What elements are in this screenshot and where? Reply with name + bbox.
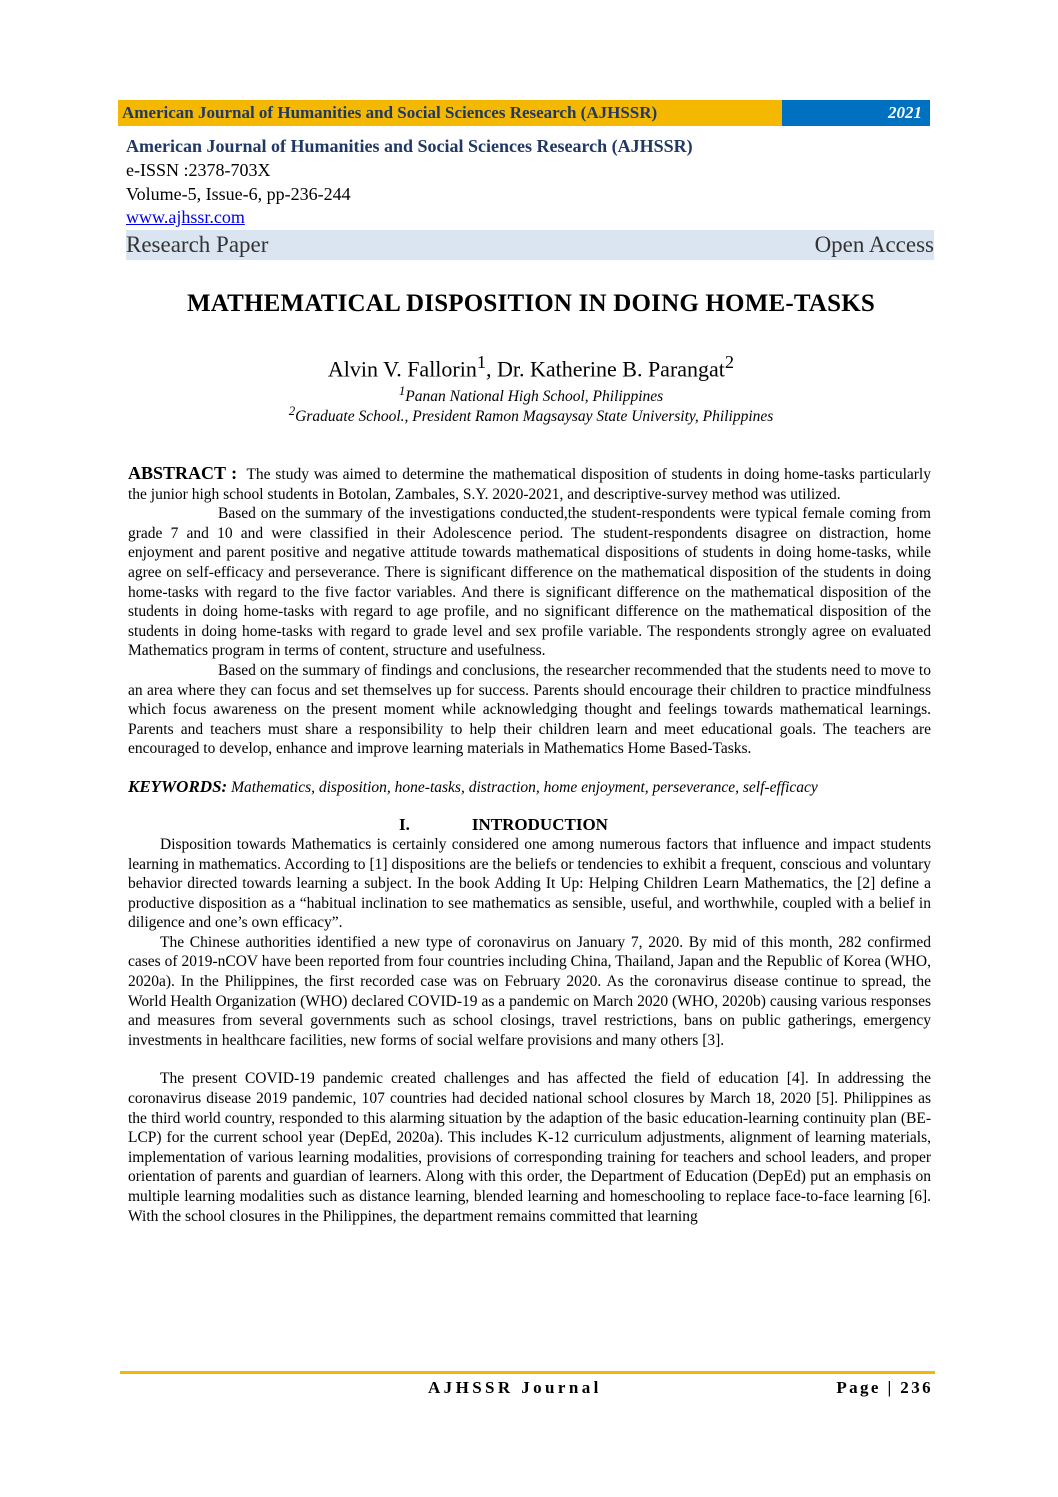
affiliation-2: [120, 403, 942, 426]
author-separator: ,: [486, 356, 498, 382]
section-heading: [128, 815, 931, 835]
journal-volume: Volume-5, Issue-6, pp-236-244: [126, 184, 351, 204]
authors: [120, 352, 942, 382]
paper-title: MATHEMATICAL DISPOSITION IN DOING HOME-TASKS: [186, 290, 876, 317]
journal-issn: e-ISSN :2378-703X: [126, 160, 271, 180]
keywords-label: KEYWORDS:: [128, 776, 228, 796]
abstract-paragraph-1: [128, 464, 931, 504]
keywords-text: Mathematics, disposition, hone-tasks, distraction, home enjoyment, perseverance, self-efficacy: [231, 778, 818, 796]
affiliation-1-mark: 1: [398, 383, 406, 398]
footer-page: [836, 1376, 933, 1400]
author-2-affiliation-mark: 2: [724, 352, 735, 372]
access-type: Open Access: [814, 232, 934, 257]
running-header-year: 2021: [782, 100, 930, 126]
author-2: Dr. Katherine B. Parangat: [497, 356, 725, 382]
journal-website-link[interactable]: www.ajhssr.com: [126, 207, 245, 227]
journal-info: [126, 134, 934, 260]
abstract-paragraph-3: Based on the summary of findings and conclusions, the researcher recommended that the students need to move to an area where they can focus and set themselves up for success. Parents should encourage their children to practice mindfulness which focus awareness on the present moment while acknowledging thought and feelings towards mathematical learnings. Parents and teachers must share a responsibility to help their children learn and meet educational goals. The teachers are encouraged to develop, enhance and improve learning materials in Mathematics Home Based-Tasks.: [128, 661, 931, 758]
paper-type: Research Paper: [126, 232, 269, 257]
affiliation-2-mark: 2: [288, 403, 296, 418]
affiliation-1-text: Panan National High School, Philippines: [405, 388, 664, 406]
section-title: INTRODUCTION: [471, 814, 608, 834]
keywords: [128, 777, 931, 798]
abstract-paragraph-2: Based on the summary of the investigations conducted,the student-respondents were typical female coming from grade 7 and 10 and were classified in their Adolescence period. The student-respondents disagree on distraction, home enjoyment and parent positive and negative attitude towards mathematical dispositions of students in doing home-tasks, while agree on self-efficacy and perseverance. There is significant difference on the mathematical disposition of the students in doing home-tasks with regard to the five factor variables. And there is significant difference on the mathematical disposition of the students in doing home-tasks with regard to age profile, and no significant difference on the mathematical disposition of the students in doing home-tasks with regard to grade level and sex profile variable. The respondents strongly agree on evaluated Mathematics program in terms of content, structure and usefulness.: [128, 505, 931, 660]
intro-paragraph-1: Disposition towards Mathematics is certainly considered one among numerous factors that influence and impact students learning in mathematics. According to [1] dispositions are the beliefs or tendencies to exhibit a frequent, conscious and voluntary behavior directed towards learning a subject. In the book Adding It Up: Helping Children Learn Mathematics, the [2] define a productive disposition as a “habitual inclination to see mathematics as sensible, useful, and worthwhile, coupled with a belief in diligence and one’s own efficacy”.: [128, 835, 931, 932]
abstract-text-1: The study was aimed to determine the mathematical disposition of students in doing home-tasks particularly the junior high school students in Botolan, Zambales, S.Y. 2020-2021, and descriptive-survey method was utilized.: [128, 466, 931, 503]
intro-paragraph-2: The Chinese authorities identified a new type of coronavirus on January 7, 2020. By mid of this month, 282 confirmed cases of 2019-nCOV have been reported from four countries including China, Thailand, Japan and the Republic of Korea (WHO, 2020a). In the Philippines, the first recorded case was on February 2020. As the coronavirus disease continue to spread, the World Health Organization (WHO) declared COVID-19 as a pandemic on March 2020 (WHO, 2020b) causing various responses and measures from several governments such as school closings, travel restrictions, bans on public gatherings, emergency investments in healthcare facilities, new forms of social welfare provisions and many others [3].: [128, 933, 931, 1049]
section-number: I.: [399, 814, 410, 834]
affiliation-2-text: Graduate School., President Ramon Magsaysay State University, Philippines: [295, 408, 774, 426]
author-1-affiliation-mark: 1: [476, 352, 487, 372]
main-content: [128, 464, 931, 1226]
running-header-journal: American Journal of Humanities and Social Sciences Research (AJHSSR): [118, 100, 782, 126]
footer-page-number: 236: [900, 1378, 933, 1397]
intro-paragraph-3: The present COVID-19 pandemic created challenges and has affected the field of education [4]. In addressing the coronavirus disease 2019 pandemic, 107 countries had decided national school closures by March 18, 2020 [5]. Philippines as the third world country, responded to this alarming situation by the adaption of the basic education-learning continuity plan (BE-LCP) for the current school year (DepEd, 2020a). This includes K-12 curriculum adjustments, alignment of learning materials, implementation of various learning modalities, provisions of corresponding training for teachers and school leaders, and proper orientation of parents and guardian of learners. Along with this order, the Department of Education (DepEd) put an emphasis on multiple learning modalities such as distance learning, blended learning and homeschooling to replace face-to-face learning [6]. With the school closures in the Philippines, the department remains committed that learning: [128, 1070, 931, 1225]
running-header: [118, 100, 930, 126]
footer-journal: AJHSSR Journal: [428, 1378, 602, 1397]
journal-title: American Journal of Humanities and Social Sciences Research (AJHSSR): [126, 136, 693, 156]
footer-page-label: Page |: [836, 1378, 901, 1397]
paper-type-bar: [126, 230, 934, 260]
page-footer: [120, 1376, 935, 1400]
footer-divider: [120, 1371, 935, 1374]
author-1: Alvin V. Fallorin: [327, 356, 477, 382]
abstract-label: ABSTRACT :: [128, 463, 238, 483]
